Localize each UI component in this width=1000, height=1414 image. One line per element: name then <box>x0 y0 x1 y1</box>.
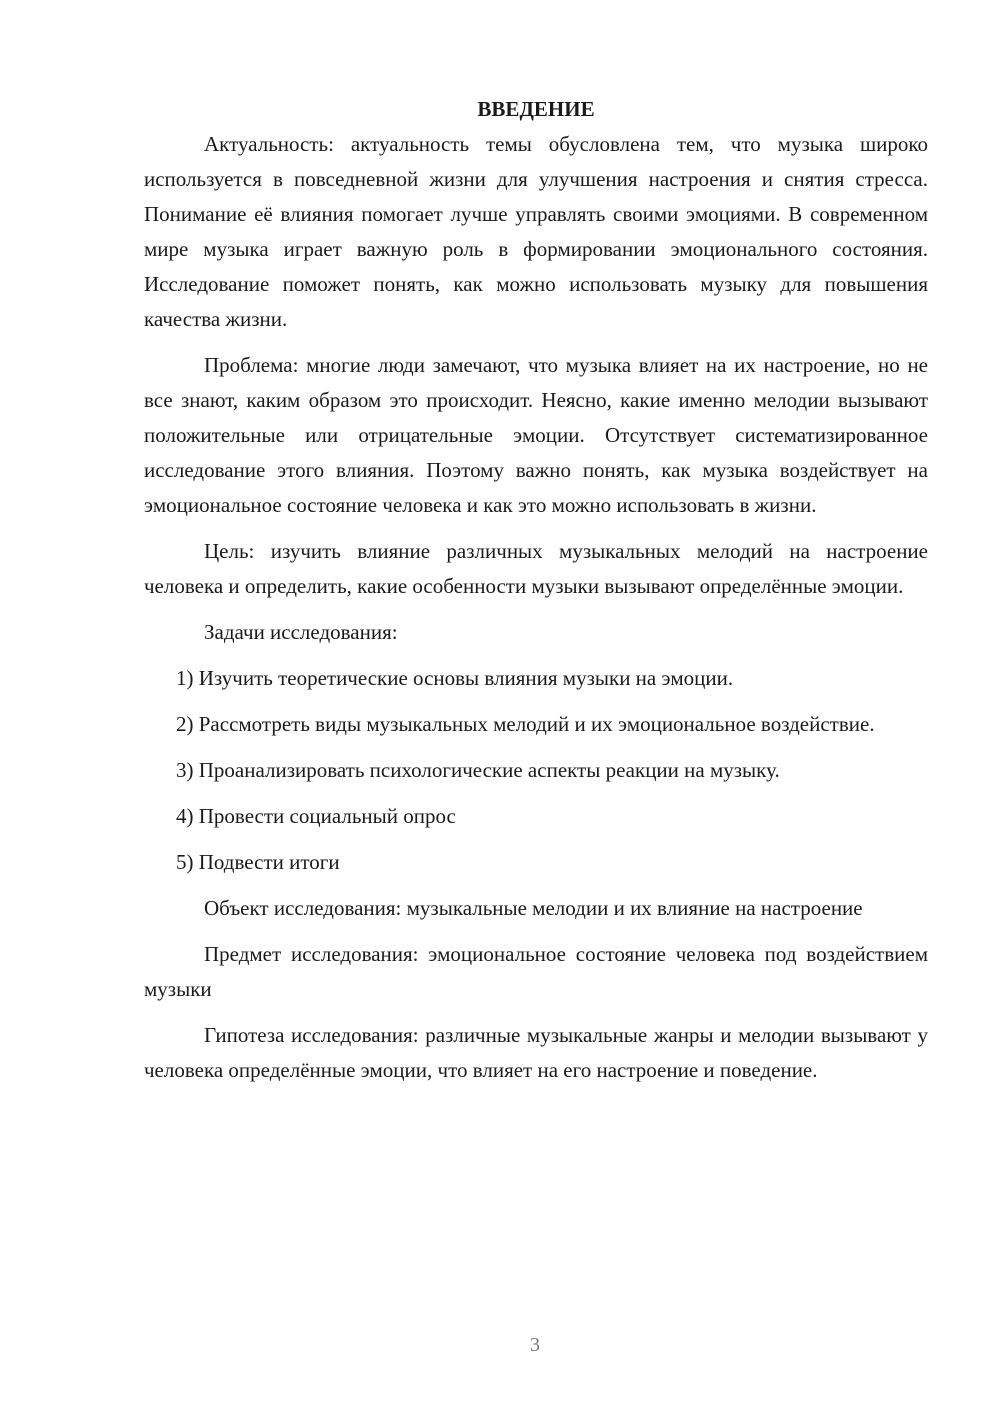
subject-paragraph: Предмет исследования: эмоциональное состояние человека под воздействием музыки <box>144 942 928 1001</box>
problem-paragraph: Проблема: многие люди замечают, что музыка влияет на их настроение, но не все знают, каким образом это происходит. Неясно, какие именно мелодии вызывают положительные или отрицательные эмоции. Отсутствует систематизированное исследование этого влияния. Поэтому важно понять, как музыка воздействует на эмоциональное состояние человека и как это можно использовать в жизни. <box>144 353 928 517</box>
task-item: 5) Подвести итоги <box>176 850 340 874</box>
goal-paragraph: Цель: изучить влияние различных музыкальных мелодий на настроение человека и определить, какие особенности музыки вызывают определённые эмоции. <box>144 539 928 598</box>
task-item: 3) Проанализировать психологические аспекты реакции на музыку. <box>176 758 780 782</box>
tasks-title: Задачи исследования: <box>204 620 398 644</box>
task-item: 1) Изучить теоретические основы влияния музыки на эмоции. <box>176 666 734 690</box>
task-item: 2) Рассмотреть виды музыкальных мелодий и их эмоциональное воздействие. <box>176 712 875 736</box>
hypothesis-paragraph: Гипотеза исследования: различные музыкальные жанры и мелодии вызывают у человека определённые эмоции, что влияет на его настроение и поведение. <box>144 1023 928 1082</box>
task-item: 4) Провести социальный опрос <box>176 804 456 828</box>
page-number: 3 <box>530 1334 540 1356</box>
relevance-paragraph: Актуальность: актуальность темы обусловлена тем, что музыка широко используется в повседневной жизни для улучшения настроения и снятия стресса. Понимание её влияния помогает лучше управлять своими эмоциями. В современном мире музыка играет важную роль в формировании эмоционального состояния. Исследование поможет понять, как можно использовать музыку для повышения качества жизни. <box>144 132 928 331</box>
document-page <box>144 92 928 1099</box>
object-paragraph: Объект исследования: музыкальные мелодии и их влияние на настроение <box>204 896 863 920</box>
section-heading: ВВЕДЕНИЕ <box>477 97 595 121</box>
